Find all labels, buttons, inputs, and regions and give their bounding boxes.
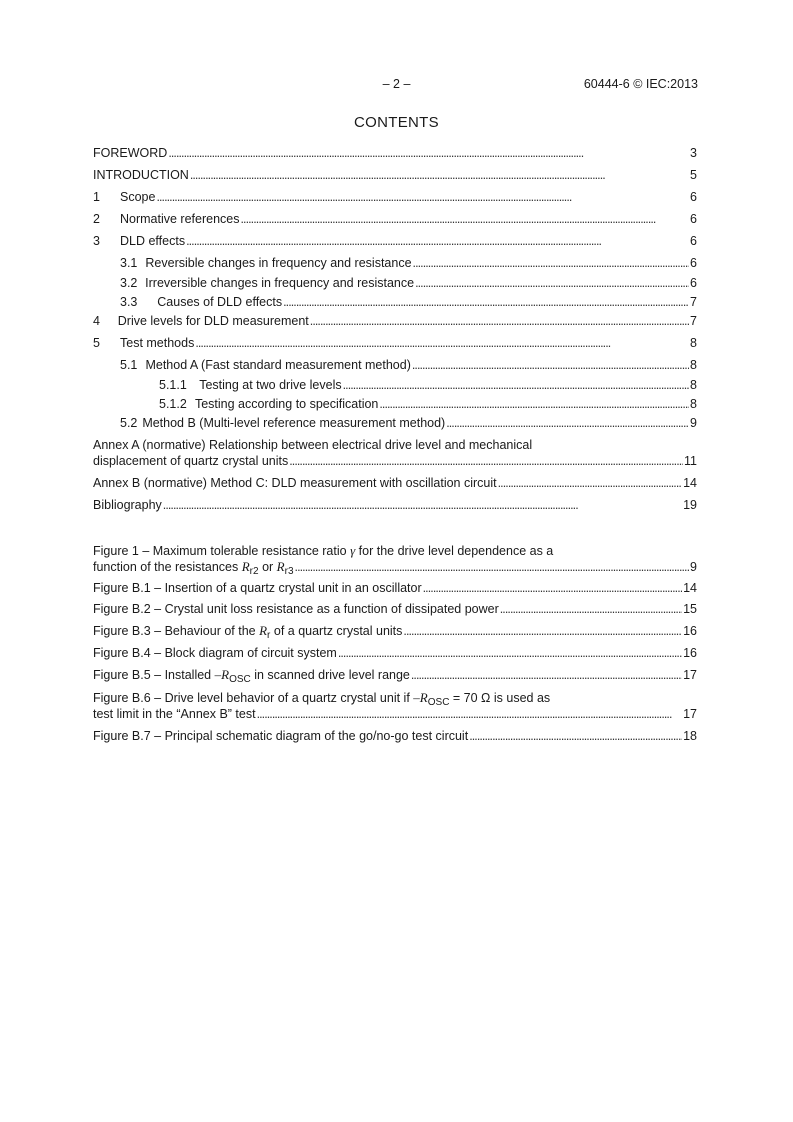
standard-reference: 60444-6 © IEC:2013 bbox=[583, 77, 698, 91]
toc-entry-text: Bibliography bbox=[93, 498, 162, 512]
toc-page: 8 bbox=[690, 378, 697, 392]
subscript-r: r bbox=[267, 630, 271, 641]
toc-entry-text: displacement of quartz crystal units bbox=[93, 454, 289, 468]
toc-entry-text: Causes of DLD effects bbox=[157, 295, 283, 309]
or-text: or bbox=[262, 560, 274, 574]
subscript-r2: r2 bbox=[249, 566, 259, 577]
toc-leader bbox=[295, 559, 690, 575]
toc-entry-text: Scope bbox=[120, 190, 156, 204]
gamma-symbol: γ bbox=[350, 543, 356, 558]
toc-entry-figure-b2[interactable] bbox=[93, 601, 697, 617]
toc-number: 3.1 bbox=[120, 256, 138, 270]
toc-entry-annex-b[interactable] bbox=[93, 475, 697, 491]
page-title: CONTENTS bbox=[354, 114, 439, 131]
toc-page: 16 bbox=[683, 646, 697, 660]
toc-entry-foreword[interactable] bbox=[93, 145, 697, 161]
toc-entry-annex-a-line1[interactable]: Annex A (normative) Relationship between electrical drive level and mechanical bbox=[93, 438, 533, 452]
toc-page: 18 bbox=[683, 729, 697, 743]
figure-1-text-rest: for the drive level dependence as a bbox=[358, 544, 554, 558]
toc-number: 2 bbox=[93, 212, 100, 226]
toc-leader bbox=[257, 706, 683, 722]
figure-b6-post: = 70 Ω is used as bbox=[452, 691, 551, 705]
toc-leader bbox=[168, 145, 689, 161]
toc-leader bbox=[186, 233, 689, 249]
toc-page: 5 bbox=[690, 168, 697, 182]
toc-leader bbox=[343, 377, 689, 393]
toc-entry-3-2[interactable] bbox=[120, 275, 697, 291]
toc-entry-text: FOREWORD bbox=[93, 146, 168, 160]
toc-page: 14 bbox=[683, 476, 697, 490]
toc-page: 19 bbox=[683, 498, 697, 512]
toc-entry-annex-a[interactable] bbox=[93, 453, 697, 469]
toc-entry-text: INTRODUCTION bbox=[93, 168, 189, 182]
toc-entry-text: Method A (Fast standard measurement method) bbox=[145, 358, 411, 372]
toc-entry-figure-b1[interactable] bbox=[93, 580, 697, 596]
page-number: – 2 – bbox=[382, 77, 411, 91]
toc-number: 5.1 bbox=[120, 358, 138, 372]
toc-entry-introduction[interactable] bbox=[93, 167, 697, 183]
toc-page: 8 bbox=[690, 336, 697, 350]
figure-b3-text bbox=[93, 623, 402, 644]
toc-page: 8 bbox=[690, 358, 697, 372]
toc-entry-text: DLD effects bbox=[120, 234, 186, 248]
toc-number: 3 bbox=[93, 234, 100, 248]
resistance-symbol bbox=[214, 667, 251, 685]
toc-page: 6 bbox=[690, 212, 697, 226]
toc-leader bbox=[411, 667, 682, 683]
toc-leader bbox=[446, 415, 689, 431]
toc-number: 3.2 bbox=[120, 276, 138, 290]
toc-leader bbox=[338, 645, 682, 661]
toc-leader bbox=[289, 453, 683, 469]
toc-entry-3-3[interactable] bbox=[120, 294, 697, 310]
toc-entry-text: test limit in the “Annex B” test bbox=[93, 707, 256, 721]
figure-b3-post: of a quartz crystal units bbox=[273, 624, 403, 638]
toc-page: 7 bbox=[690, 314, 697, 328]
r-letter: R bbox=[276, 559, 285, 574]
subscript-r3: r3 bbox=[284, 566, 294, 577]
toc-leader bbox=[283, 294, 689, 310]
minus-r: –R bbox=[214, 667, 230, 682]
toc-entry-5-2[interactable] bbox=[120, 415, 697, 431]
toc-entry-figure-b5[interactable] bbox=[93, 667, 697, 683]
toc-leader bbox=[310, 313, 689, 329]
toc-leader bbox=[403, 623, 682, 639]
toc-leader bbox=[469, 728, 682, 744]
toc-number: 5 bbox=[93, 336, 100, 350]
resistance-symbol bbox=[241, 559, 259, 577]
subscript-osc: OSC bbox=[427, 697, 450, 708]
toc-page: 17 bbox=[683, 707, 697, 721]
toc-entry-normative-references[interactable] bbox=[93, 211, 697, 227]
toc-page: 6 bbox=[690, 276, 697, 290]
toc-entry-figure-1[interactable] bbox=[93, 559, 697, 575]
toc-page: 6 bbox=[690, 190, 697, 204]
figure-b5-pre: Figure B.5 – Installed bbox=[93, 668, 212, 682]
toc-page: 15 bbox=[683, 602, 697, 616]
r-letter: R bbox=[241, 559, 250, 574]
toc-leader bbox=[498, 475, 682, 491]
toc-entry-text: Reversible changes in frequency and resistance bbox=[145, 256, 412, 270]
toc-entry-text: Drive levels for DLD measurement bbox=[117, 314, 309, 328]
toc-number: 5.2 bbox=[120, 416, 138, 430]
toc-entry-text: Normative references bbox=[120, 212, 240, 226]
toc-entry-5-1[interactable] bbox=[120, 357, 697, 373]
toc-leader bbox=[412, 357, 689, 373]
toc-entry-text: Figure B.7 – Principal schematic diagram of the go/no-go test circuit bbox=[93, 729, 469, 743]
toc-page: 14 bbox=[683, 581, 697, 595]
toc-leader bbox=[415, 275, 689, 291]
toc-entry-drive-levels[interactable] bbox=[93, 313, 697, 329]
subscript-osc: OSC bbox=[229, 674, 251, 685]
r-letter: R bbox=[259, 623, 268, 638]
figure-b3-pre: Figure B.3 – Behaviour of the bbox=[93, 624, 256, 638]
toc-page: 11 bbox=[684, 454, 697, 468]
figure-1-text: Figure 1 – Maximum tolerable resistance ratio bbox=[93, 544, 347, 558]
toc-leader bbox=[156, 189, 689, 205]
toc-entry-5-1-2[interactable] bbox=[159, 396, 697, 412]
toc-number: 3.3 bbox=[120, 295, 138, 309]
toc-page: 3 bbox=[690, 146, 697, 160]
toc-entry-text: Testing according to specification bbox=[194, 397, 379, 411]
toc-entry-3-1[interactable] bbox=[120, 255, 697, 271]
figure-b5-text bbox=[93, 667, 410, 688]
toc-number: 4 bbox=[93, 314, 100, 328]
toc-page: 9 bbox=[690, 416, 697, 430]
resistance-symbol bbox=[276, 559, 294, 577]
toc-page: 9 bbox=[690, 560, 697, 574]
toc-page: 6 bbox=[690, 234, 697, 248]
toc-entry-scope[interactable] bbox=[93, 189, 697, 205]
toc-entry-text: Testing at two drive levels bbox=[199, 378, 342, 392]
toc-entry-text: Figure B.1 – Insertion of a quartz crystal unit in an oscillator bbox=[93, 581, 422, 595]
toc-leader bbox=[190, 167, 689, 183]
toc-entry-text: Method B (Multi-level reference measurement method) bbox=[142, 416, 446, 430]
toc-entry-5-1-1[interactable] bbox=[159, 377, 697, 393]
toc-entry-test-methods[interactable] bbox=[93, 335, 697, 351]
toc-leader bbox=[423, 580, 682, 596]
toc-entry-bibliography[interactable] bbox=[93, 497, 697, 513]
toc-page: 6 bbox=[690, 256, 697, 270]
toc-number: 5.1.2 bbox=[159, 397, 187, 411]
toc-leader bbox=[413, 255, 690, 271]
resistance-symbol bbox=[259, 623, 271, 641]
toc-entry-dld-effects[interactable] bbox=[93, 233, 697, 249]
figure-1-line2 bbox=[93, 559, 294, 580]
toc-page: 17 bbox=[683, 668, 697, 682]
resistance-symbol bbox=[413, 690, 450, 708]
toc-entry-figure-b7[interactable] bbox=[93, 728, 697, 744]
toc-number: 1 bbox=[93, 190, 100, 204]
toc-page: 8 bbox=[690, 397, 697, 411]
figure-b6-pre: Figure B.6 – Drive level behavior of a quartz crystal unit if bbox=[93, 691, 410, 705]
toc-entry-figure-b6[interactable] bbox=[93, 706, 697, 722]
toc-entry-figure-b3[interactable] bbox=[93, 623, 697, 639]
minus-r: –R bbox=[413, 690, 428, 705]
toc-leader bbox=[163, 497, 682, 513]
toc-entry-text: Figure B.4 – Block diagram of circuit system bbox=[93, 646, 337, 660]
figure-1-text-pre: function of the resistances bbox=[93, 560, 239, 574]
toc-leader bbox=[500, 601, 682, 617]
toc-page: 7 bbox=[690, 295, 697, 309]
toc-entry-text: Test methods bbox=[120, 336, 195, 350]
toc-leader bbox=[195, 335, 689, 351]
toc-leader bbox=[241, 211, 690, 227]
toc-entry-text: Figure B.2 – Crystal unit loss resistance as a function of dissipated power bbox=[93, 602, 499, 616]
toc-number: 5.1.1 bbox=[159, 378, 187, 392]
toc-entry-figure-b4[interactable] bbox=[93, 645, 697, 661]
toc-entry-text: Irreversible changes in frequency and resistance bbox=[145, 276, 415, 290]
toc-leader bbox=[379, 396, 689, 412]
figure-b5-post: in scanned drive level range bbox=[254, 668, 410, 682]
figure-1-line1[interactable] bbox=[93, 543, 697, 559]
toc-entry-text: Annex B (normative) Method C: DLD measurement with oscillation circuit bbox=[93, 476, 497, 490]
toc-page: 16 bbox=[683, 624, 697, 638]
